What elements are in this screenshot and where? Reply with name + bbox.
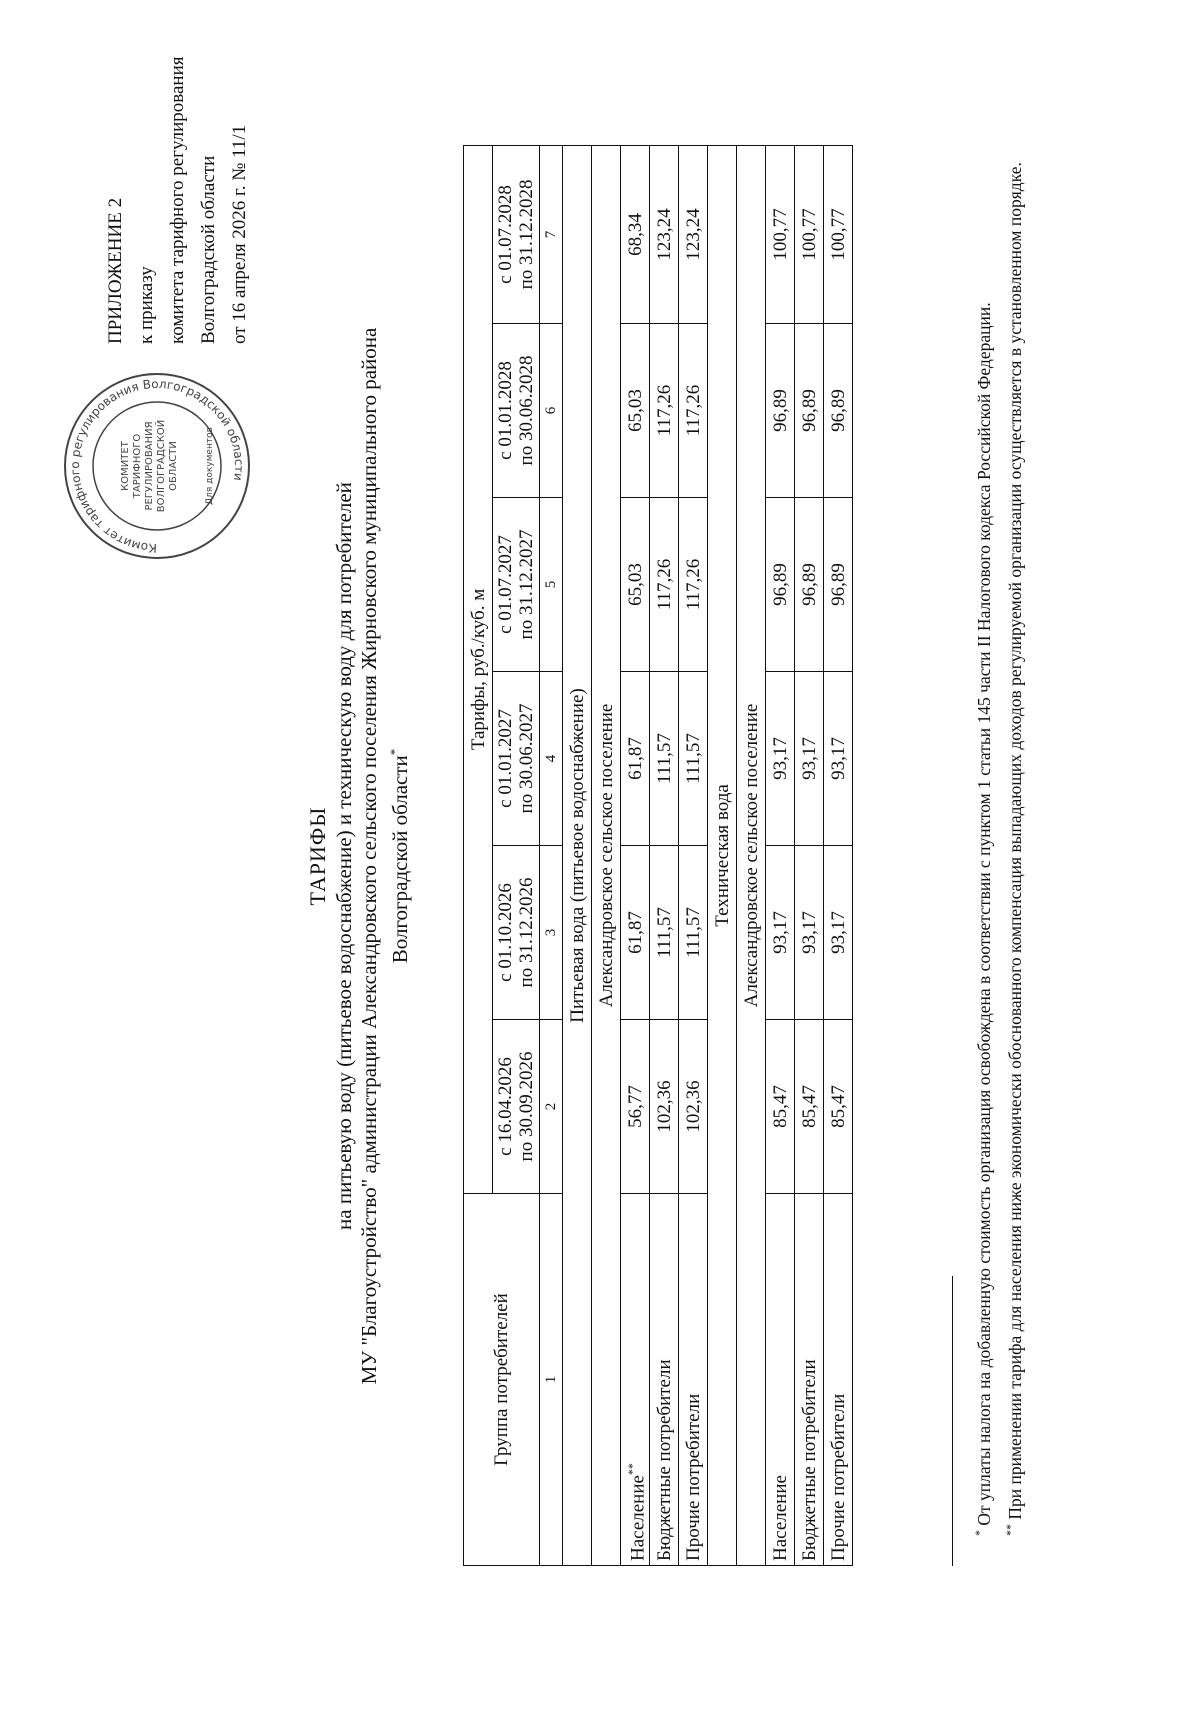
settlement-title: Александровское сельское поселение bbox=[737, 145, 766, 1565]
tariff-value: 68,34 bbox=[621, 145, 650, 323]
tariff-value: 111,57 bbox=[679, 846, 708, 1020]
tariff-value: 65,03 bbox=[621, 498, 650, 672]
tariff-value: 96,89 bbox=[824, 324, 853, 498]
footnotes bbox=[966, 126, 1028, 1566]
tariff-value: 123,24 bbox=[650, 145, 679, 323]
tariff-value: 100,77 bbox=[766, 145, 795, 323]
document-title bbox=[305, 296, 413, 1416]
settlement-row bbox=[737, 145, 766, 1565]
tariff-value: 100,77 bbox=[824, 145, 853, 323]
title-main: ТАРИФЫ bbox=[305, 806, 330, 906]
column-index: 2 bbox=[540, 1020, 563, 1194]
tariff-value: 102,36 bbox=[679, 1020, 708, 1194]
tariff-value: 93,17 bbox=[824, 672, 853, 846]
tariff-value: 123,24 bbox=[679, 145, 708, 323]
appendix-block bbox=[100, 56, 255, 344]
tariff-value: 96,89 bbox=[766, 324, 795, 498]
tariff-value: 93,17 bbox=[795, 846, 824, 1020]
table-header-row bbox=[464, 145, 493, 1565]
period-header: с 01.07.2027 по 31.12.2027 bbox=[493, 498, 540, 672]
tariff-value: 93,17 bbox=[824, 846, 853, 1020]
footnote-1: * От уплаты налога на добавленную стоимость организация освобождена в соответствии с пунктом 1 статьи 145 части II Налогового кодекса Российской Федерации. bbox=[972, 302, 994, 1536]
tariff-value: 93,17 bbox=[766, 846, 795, 1020]
tariff-value: 61,87 bbox=[621, 846, 650, 1020]
period-header: с 01.01.2027 по 30.06.2027 bbox=[493, 672, 540, 846]
table-row bbox=[795, 145, 824, 1565]
tariff-value: 56,77 bbox=[621, 1020, 650, 1194]
column-index: 7 bbox=[540, 145, 563, 323]
title-line-2: МУ "Благоустройство" администрации Александровского сельского поселения Жирновского муниципального района bbox=[357, 327, 381, 1385]
tariff-value: 111,57 bbox=[650, 846, 679, 1020]
seal-bottom-text: Для документов bbox=[205, 427, 215, 505]
column-index-row bbox=[540, 145, 563, 1565]
tariff-value: 65,03 bbox=[621, 324, 650, 498]
period-header: с 01.07.2028 по 31.12.2028 bbox=[493, 145, 540, 323]
appendix-region: Волгоградской области bbox=[198, 155, 219, 344]
section-title: Питьевая вода (питьевое водоснабжение) bbox=[563, 145, 592, 1565]
appendix-title: ПРИЛОЖЕНИЕ 2 bbox=[105, 197, 126, 344]
seal-center-text: КОМИТЕТ ТАРИФНОГО РЕГУЛИРОВАНИЯ ВОЛГОГРАДСКОЙ ОБЛАСТИ bbox=[120, 419, 179, 513]
table-row bbox=[650, 145, 679, 1565]
period-header: с 01.01.2028 по 30.06.2028 bbox=[493, 324, 540, 498]
column-index: 3 bbox=[540, 846, 563, 1020]
consumer-group: Прочие потребители bbox=[824, 1194, 853, 1566]
table-row bbox=[621, 145, 650, 1565]
footnote-divider bbox=[952, 1276, 953, 1566]
settlement-title: Александровское сельское поселение bbox=[592, 145, 621, 1565]
consumer-group: Население bbox=[766, 1194, 795, 1566]
title-line-1: на питьевую воду (питьевое водоснабжение) и техническую воду для потребителей bbox=[332, 482, 356, 1230]
tariff-value: 85,47 bbox=[795, 1020, 824, 1194]
tariff-value: 96,89 bbox=[824, 498, 853, 672]
appendix-order: к приказу bbox=[136, 266, 157, 344]
tariff-value: 61,87 bbox=[621, 672, 650, 846]
table-row bbox=[824, 145, 853, 1565]
tariff-value: 96,89 bbox=[795, 324, 824, 498]
consumer-group: Население** bbox=[621, 1194, 650, 1566]
tariff-value: 85,47 bbox=[824, 1020, 853, 1194]
footnote-2-mark: ** bbox=[1002, 1524, 1017, 1536]
tariff-value: 102,36 bbox=[650, 1020, 679, 1194]
consumer-group-header: Группа потребителей bbox=[464, 1194, 540, 1566]
footnote-mark: ** bbox=[624, 1463, 639, 1476]
table-row bbox=[766, 145, 795, 1565]
tariff-value: 117,26 bbox=[679, 498, 708, 672]
table-row bbox=[679, 145, 708, 1565]
footnote-2: ** При применении тарифа для населения ниже экономически обоснованного компенсация выпадающих доходов регулируемой организации осуществляется в установленном порядке. bbox=[1002, 162, 1025, 1536]
title-line-3: Волгоградской области* bbox=[387, 748, 412, 964]
seal-ring-text: Комитет тарифного регулирования Волгоградской области bbox=[67, 376, 247, 556]
appendix-date-number: от 16 апреля 2026 г. № 11/1 bbox=[229, 124, 250, 344]
section-row-drinking bbox=[563, 145, 592, 1565]
consumer-group: Бюджетные потребители bbox=[795, 1194, 824, 1566]
tariffs-header: Тарифы, руб./куб. м bbox=[464, 145, 493, 1193]
period-header: с 01.10.2026 по 31.12.2026 bbox=[493, 846, 540, 1020]
consumer-group: Прочие потребители bbox=[679, 1194, 708, 1566]
section-row-technical bbox=[708, 145, 737, 1565]
column-index: 5 bbox=[540, 498, 563, 672]
tariff-value: 96,89 bbox=[795, 498, 824, 672]
tariff-value: 111,57 bbox=[679, 672, 708, 846]
appendix-committee: комитета тарифного регулирования bbox=[167, 56, 188, 344]
tariff-value: 100,77 bbox=[795, 145, 824, 323]
tariff-value: 117,26 bbox=[650, 498, 679, 672]
title-footnote-mark: * bbox=[387, 748, 402, 756]
consumer-group: Бюджетные потребители bbox=[650, 1194, 679, 1566]
period-header: с 16.04.2026 по 30.09.2026 bbox=[493, 1020, 540, 1194]
column-index: 1 bbox=[540, 1194, 563, 1566]
tariff-value: 96,89 bbox=[766, 498, 795, 672]
settlement-row bbox=[592, 145, 621, 1565]
official-seal bbox=[62, 371, 252, 561]
column-index: 6 bbox=[540, 324, 563, 498]
section-title: Техническая вода bbox=[708, 145, 737, 1565]
tariff-value: 117,26 bbox=[650, 324, 679, 498]
tariff-value: 85,47 bbox=[766, 1020, 795, 1194]
tariff-value: 111,57 bbox=[650, 672, 679, 846]
tariff-table bbox=[463, 145, 853, 1566]
tariff-value: 117,26 bbox=[679, 324, 708, 498]
tariff-value: 93,17 bbox=[795, 672, 824, 846]
footnote-1-mark: * bbox=[972, 1530, 986, 1536]
tariff-value: 93,17 bbox=[766, 672, 795, 846]
column-index: 4 bbox=[540, 672, 563, 846]
